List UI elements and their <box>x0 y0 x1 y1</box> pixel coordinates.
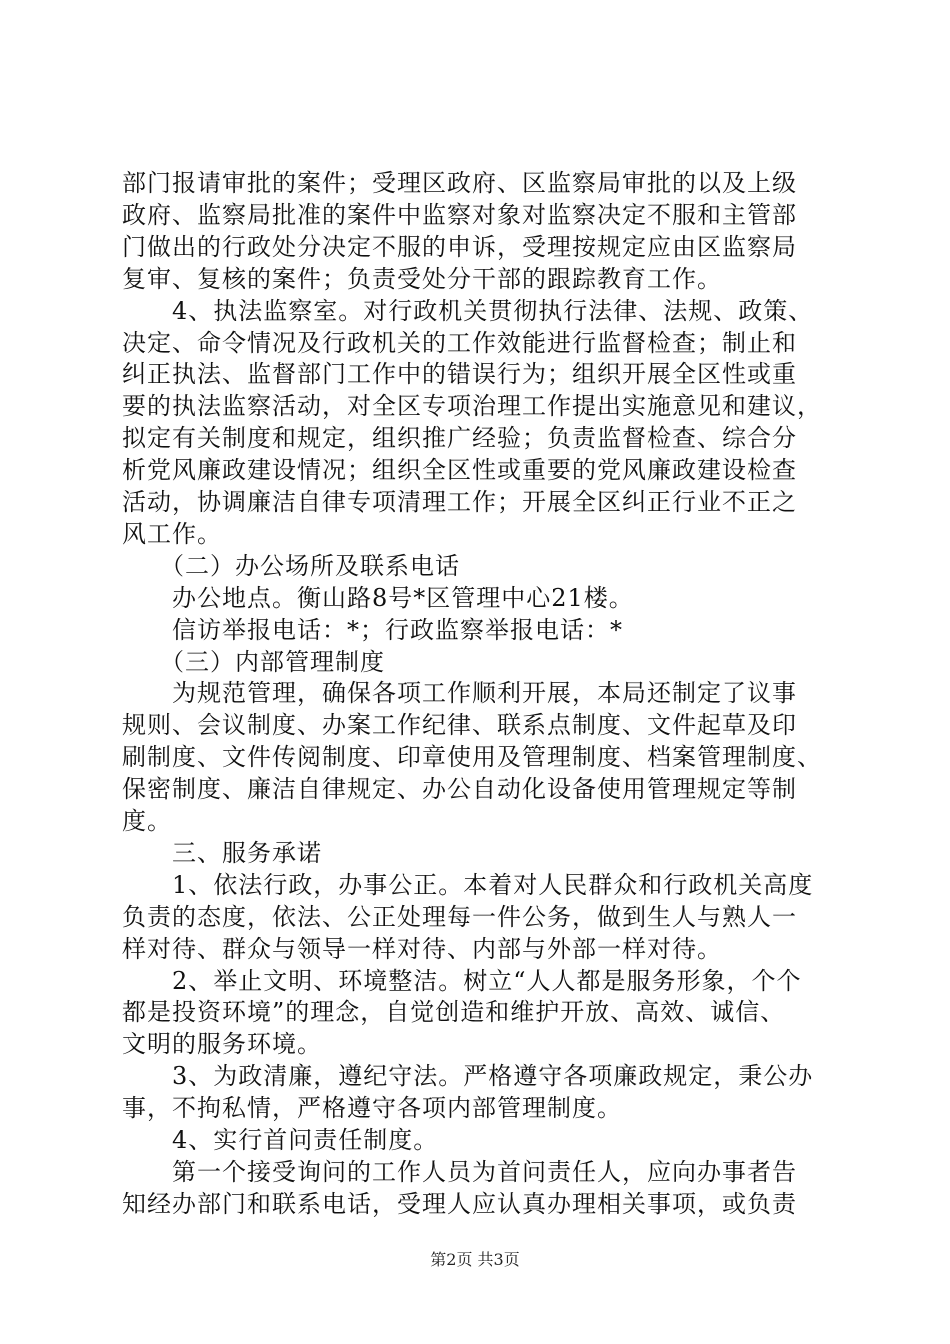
text-line: 纠正执法、监督部门工作中的错误行为；组织开展全区性或重 <box>122 360 797 389</box>
text-line: （二）办公场所及联系电话 <box>122 551 460 580</box>
text-line: （三）内部管理制度 <box>122 647 385 676</box>
text-line: 办公地点。衡山路8号*区管理中心21楼。 <box>122 583 634 612</box>
page-footer: 第2页 共3页 <box>430 1250 520 1269</box>
text-line: 2、举止文明、环境整洁。树立“人人都是服务形象，个个 <box>122 966 802 995</box>
text-line: 负责的态度，依法、公正处理每一件公务，做到生人与熟人一 <box>122 902 797 931</box>
text-line: 样对待、群众与领导一样对待、内部与外部一样对待。 <box>122 934 722 963</box>
text-line: 活动，协调廉洁自律专项清理工作；开展全区纠正行业不正之 <box>122 488 797 516</box>
text-line: 4、实行首问责任制度。 <box>122 1126 439 1154</box>
text-line: 为规范管理，确保各项工作顺利开展，本局还制定了议事 <box>122 679 797 708</box>
text-line: 规则、会议制度、办案工作纪律、联系点制度、文件起草及印 <box>122 711 797 740</box>
text-line: 知经办部门和联系电话，受理人应认真办理相关事项，或负责 <box>122 1189 797 1218</box>
text-line: 信访举报电话：*；行政监察举报电话：* <box>122 615 623 644</box>
text-line: 1、依法行政，办事公正。本着对人民群众和行政机关高度 <box>122 870 814 899</box>
text-line: 要的执法监察活动，对全区专项治理工作提出实施意见和建议， <box>122 392 822 421</box>
text-line: 都是投资环境”的理念，自觉创造和维护开放、高效、诚信、 <box>122 998 786 1027</box>
text-line: 刷制度、文件传阅制度、印章使用及管理制度、档案管理制度、 <box>122 743 822 772</box>
text-line: 第一个接受询问的工作人员为首问责任人，应向办事者告 <box>122 1157 797 1186</box>
text-line: 文明的服务环境。 <box>122 1030 322 1059</box>
text-line: 门做出的行政处分决定不服的申诉，受理按规定应由区监察局 <box>122 232 797 261</box>
text-line: 度。 <box>122 807 172 835</box>
text-line: 部门报请审批的案件；受理区政府、区监察局审批的以及上级 <box>122 169 797 197</box>
text-line: 政府、监察局批准的案件中监察对象对监察决定不服和主管部 <box>122 200 797 229</box>
text-line: 3、为政清廉，遵纪守法。严格遵守各项廉政规定，秉公办 <box>122 1062 814 1091</box>
text-line: 拟定有关制度和规定，组织推广经验；负责监督检查、综合分 <box>122 424 797 453</box>
text-line: 决定、命令情况及行政机关的工作效能进行监督检查；制止和 <box>122 328 797 357</box>
text-line: 4、执法监察室。对行政机关贯彻执行法律、法规、政策、 <box>122 296 814 325</box>
text-line: 风工作。 <box>122 519 222 548</box>
text-line: 保密制度、廉洁自律规定、办公自动化设备使用管理规定等制 <box>122 775 797 804</box>
text-line: 三、服务承诺 <box>122 838 322 867</box>
text-line: 事，不拘私情，严格遵守各项内部管理制度。 <box>122 1094 622 1123</box>
text-line: 复审、复核的案件；负责受处分干部的跟踪教育工作。 <box>122 264 722 293</box>
text-line: 析党风廉政建设情况；组织全区性或重要的党风廉政建设检查 <box>122 456 797 485</box>
